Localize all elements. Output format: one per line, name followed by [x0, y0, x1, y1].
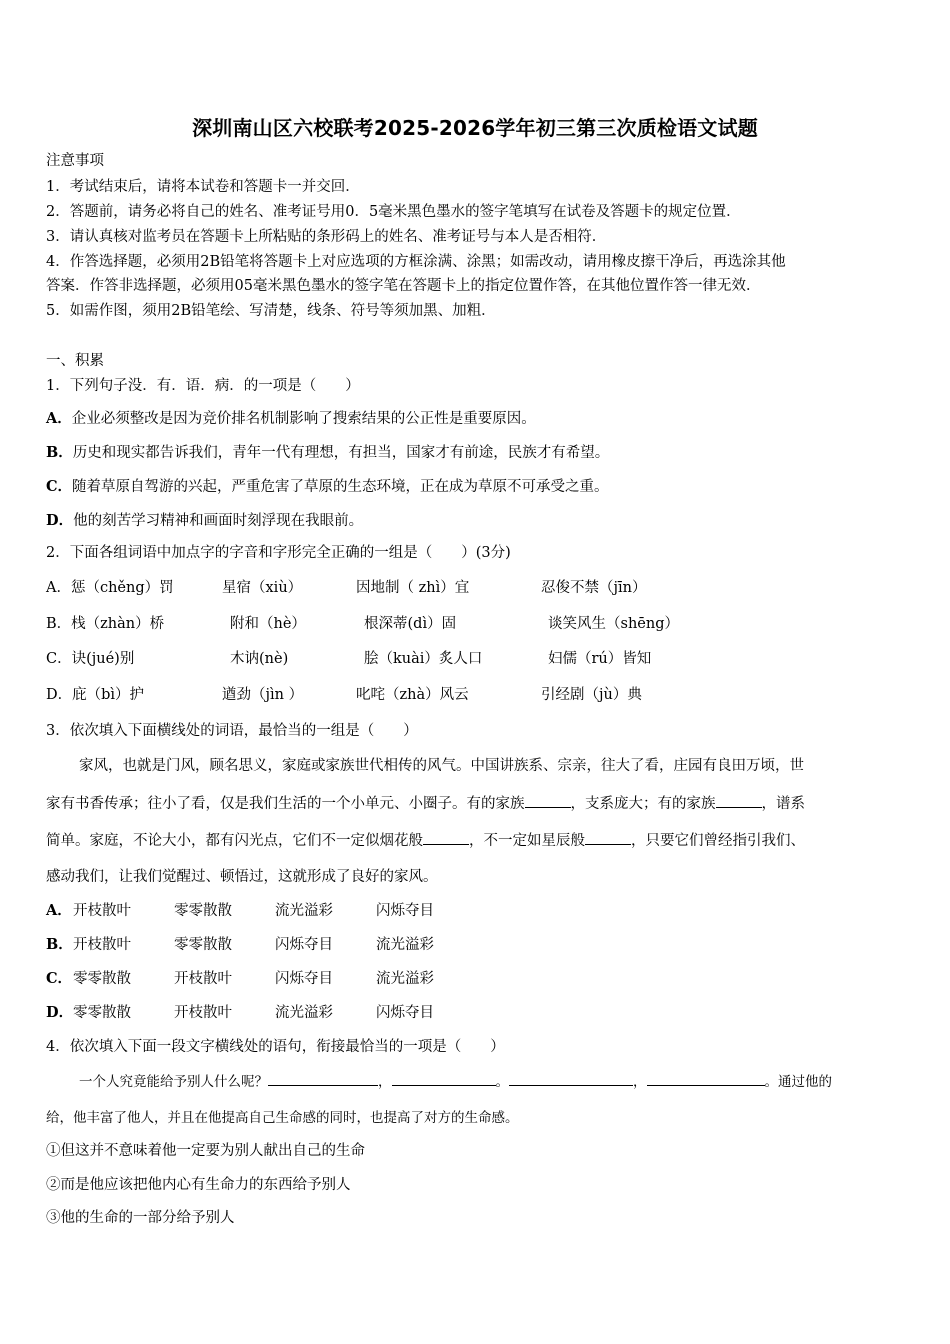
option-label: D．	[46, 512, 74, 529]
page-title: 深圳南山区六校联考2025-2026学年初三第三次质检语文试题	[192, 116, 758, 140]
question-1-stem: 1．下列句子没．有．语．病．的一项是（ ）	[46, 378, 360, 394]
option-text: 历史和现实都告诉我们，青年一代有理想，有担当，国家才有前途，民族才有希望。	[72, 445, 610, 461]
fill-blank	[716, 793, 762, 808]
option-word: 闪烁夺目	[376, 1005, 434, 1021]
passage-text: ，	[378, 1074, 392, 1090]
q4-choice: ②而是他应该把他内心有生命力的东西给予别人	[46, 1177, 351, 1193]
q3-passage-line	[46, 793, 906, 814]
q1-option-b	[46, 443, 609, 463]
option-word: 流光溢彩	[275, 903, 333, 919]
fill-blank	[525, 793, 571, 808]
question-4-stem: 4．依次填入下面一段文字横线处的语句，衔接最恰当的一项是（ ）	[46, 1039, 505, 1055]
q3-passage-line: 感动我们，让我们觉醒过、顿悟过，这就形成了良好的家风。	[46, 869, 438, 885]
option-cell: 星宿（xiù）	[222, 580, 303, 596]
option-word: 流光溢彩	[376, 937, 434, 953]
option-word: 闪烁夺目	[376, 903, 434, 919]
question-2-stem: 2．下面各组词语中加点字的字音和字形完全正确的一组是（ ）(3分)	[46, 545, 511, 561]
option-word: 零零散散	[174, 937, 232, 953]
option-word: 零零散散	[73, 1005, 131, 1021]
option-label: A．	[46, 410, 72, 427]
option-cell: 脍（kuài）炙人口	[364, 651, 483, 667]
passage-text: 。	[495, 1074, 509, 1090]
passage-text: 简单。家庭，不论大小，都有闪光点，它们不一定似烟花般	[46, 833, 423, 849]
option-cell: 妇儒（rú）皆知	[548, 651, 652, 667]
option-label: B．	[46, 444, 73, 461]
option-word: 闪烁夺目	[275, 971, 333, 987]
passage-text: ，只要它们曾经指引我们、	[631, 833, 805, 849]
notice-item: 1．考试结束后，请将本试卷和答题卡一并交回．	[46, 179, 360, 195]
option-label: C．	[46, 478, 73, 495]
option-cell: B．栈（zhàn）桥	[46, 616, 165, 632]
fill-blank	[647, 1071, 765, 1086]
option-cell: 叱咤（zhà）风云	[356, 687, 469, 703]
option-cell: A．惩（chěng）罚	[46, 580, 174, 596]
option-word: 零零散散	[174, 903, 232, 919]
option-cell: 遒劲（jìn ）	[222, 687, 304, 703]
q3-passage-line	[46, 830, 906, 851]
option-cell: 木讷(nè)	[230, 651, 289, 667]
option-label: A．	[46, 902, 72, 919]
q1-option-d	[46, 511, 363, 531]
option-word: 开枝散叶	[174, 971, 232, 987]
option-word: 流光溢彩	[376, 971, 434, 987]
option-word: 开枝散叶	[73, 937, 131, 953]
notice-item: 答案．作答非选择题，必须用05毫米黑色墨水的签字笔在答题卡上的指定位置作答，在其他位置作答一律无效．	[46, 278, 761, 294]
passage-text: ，支系庞大；有的家族	[570, 796, 716, 812]
q3-passage-line: 家风，也就是门风，顾名思义，家庭或家族世代相传的风气。中国讲族系、宗亲，往大了看，庄园有良田万顷，世	[79, 758, 804, 774]
notice-item: 3．请认真核对监考员在答题卡上所粘贴的条形码上的姓名、准考证号与本人是否相符．	[46, 229, 607, 245]
option-cell: 引经剧（jù）典	[541, 687, 642, 703]
q4-choice: ①但这并不意味着他一定要为别人献出自己的生命	[46, 1143, 365, 1159]
option-label: C．	[46, 970, 73, 987]
q4-choice: ③他的生命的一部分给予别人	[46, 1210, 235, 1226]
passage-text: 家有书香传承；往小了看，仅是我们生活的一个小单元、小圈子。有的家族	[46, 796, 525, 812]
option-text: 他的刻苦学习精神和画面时刻浮现在我眼前。	[73, 513, 364, 529]
option-word: 流光溢彩	[275, 1005, 333, 1021]
fill-blank	[268, 1071, 378, 1086]
passage-text: ，不一定如星辰般	[469, 833, 585, 849]
notice-item: 4．作答选择题，必须用2B铅笔将答题卡上对应选项的方框涂满、涂黑；如需改动，请用橡皮擦干净后，再选涂其他	[46, 254, 786, 270]
option-cell: 谈笑风生（shēng）	[548, 616, 679, 632]
option-cell: 因地制（ zhì）宜	[356, 580, 470, 596]
q1-option-a	[46, 409, 536, 429]
passage-text: ，	[633, 1074, 647, 1090]
q4-passage-line	[46, 1071, 906, 1092]
option-label: D．	[46, 1004, 74, 1021]
passage-text: 。通过他的	[764, 1074, 832, 1090]
option-cell: 根深蒂(dì）固	[364, 616, 457, 632]
option-cell: C．诀(jué)别	[46, 651, 135, 667]
section-heading: 一、积累	[46, 353, 104, 369]
option-cell: D．庇（bì）护	[46, 687, 145, 703]
option-text: 企业必须整改是因为竞价排名机制影响了搜索结果的公正性是重要原因。	[71, 411, 536, 427]
passage-text: ，谱系	[761, 796, 805, 812]
notice-item: 2．答题前，请务必将自己的姓名、准考证号用0．5毫米黑色墨水的签字笔填写在试卷及答题卡的规定位置．	[46, 204, 741, 220]
option-text: 随着草原自驾游的兴起，严重危害了草原的生态环境，正在成为草原不可承受之重。	[72, 479, 609, 495]
fill-blank	[392, 1071, 496, 1086]
fill-blank	[423, 830, 469, 845]
option-cell: 附和（hè）	[230, 616, 306, 632]
option-label: B．	[46, 936, 73, 953]
option-word: 开枝散叶	[174, 1005, 232, 1021]
passage-text: 一个人究竟能给予别人什么呢？	[79, 1074, 268, 1090]
question-3-stem: 3．依次填入下面横线处的词语，最恰当的一组是（ ）	[46, 723, 418, 739]
fill-blank	[509, 1071, 633, 1086]
q4-passage-line: 给，他丰富了他人，并且在他提高自己生命感的同时，也提高了对方的生命感。	[46, 1110, 519, 1126]
option-cell: 忍俊不禁（jīn）	[541, 580, 647, 596]
q1-option-c	[46, 477, 609, 497]
option-word: 开枝散叶	[73, 903, 131, 919]
fill-blank	[585, 830, 631, 845]
notice-heading: 注意事项	[46, 153, 104, 169]
notice-item: 5．如需作图，须用2B铅笔绘、写清楚，线条、符号等须加黑、加粗．	[46, 303, 496, 319]
option-word: 零零散散	[73, 971, 131, 987]
option-word: 闪烁夺目	[275, 937, 333, 953]
